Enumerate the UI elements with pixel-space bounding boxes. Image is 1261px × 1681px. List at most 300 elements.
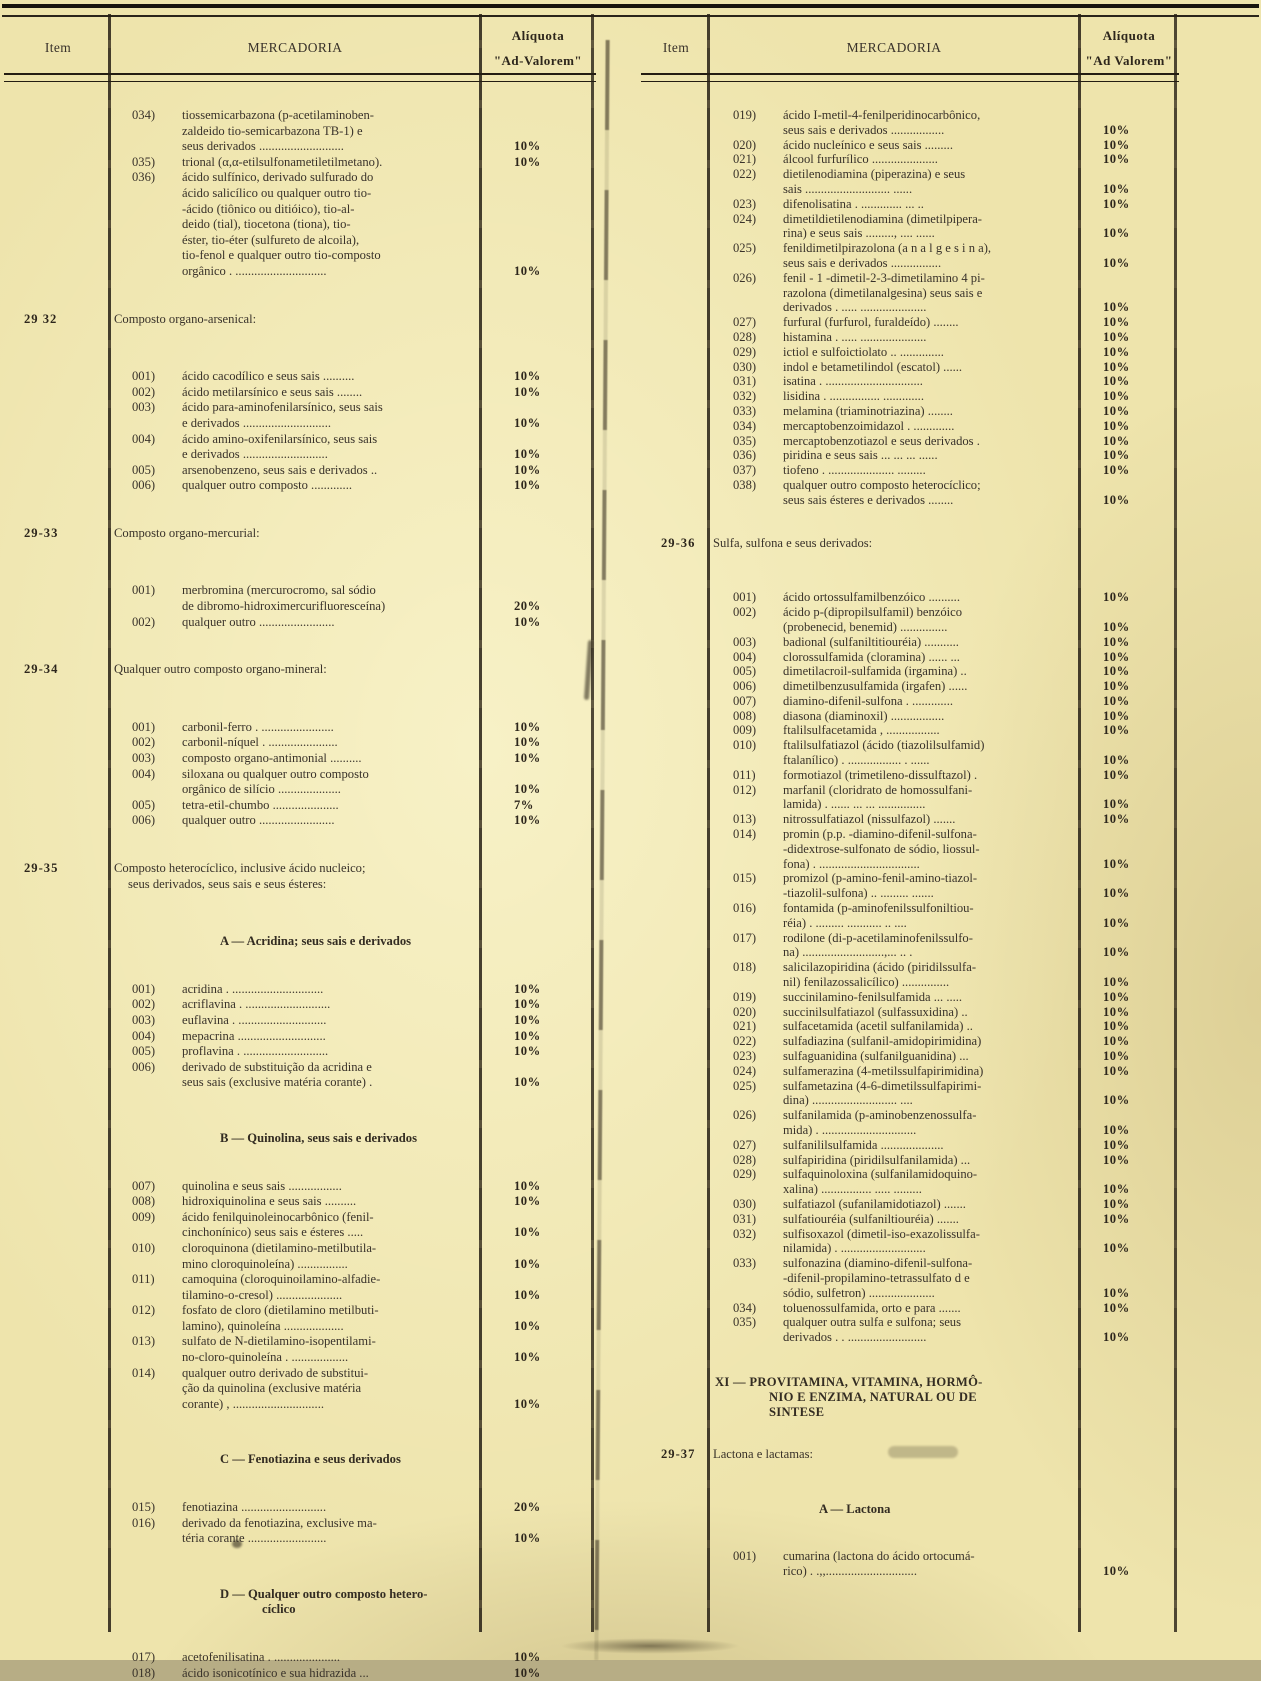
entry-number: 022) bbox=[733, 167, 757, 182]
entry-number: 025) bbox=[733, 1078, 757, 1093]
tariff-entry-row bbox=[645, 650, 1177, 665]
entry-merchandise-cell bbox=[707, 1315, 1081, 1345]
entry-description: carbonil-ferro . ....................... bbox=[182, 719, 334, 734]
entry-number: 013) bbox=[733, 812, 757, 827]
entry-rate: 10% bbox=[514, 735, 541, 750]
entry-rate-cell bbox=[1081, 463, 1177, 478]
item-code-cell bbox=[645, 605, 707, 635]
section-item-code: 29-37 bbox=[661, 1447, 696, 1462]
item-code-cell bbox=[645, 990, 707, 1005]
section-rate-cell bbox=[482, 861, 594, 892]
entry-number: 021) bbox=[733, 152, 757, 167]
item-code-cell bbox=[645, 1167, 707, 1197]
item-code-cell bbox=[8, 1044, 108, 1060]
entry-rate: 10% bbox=[1103, 344, 1130, 359]
entry-merchandise-cell bbox=[108, 463, 482, 479]
entry-rate-cell bbox=[1081, 152, 1177, 167]
entry-rate: 10% bbox=[514, 1044, 541, 1059]
entry-number: 002) bbox=[132, 384, 156, 399]
header-aliquota-line1: Alíquota bbox=[1102, 28, 1156, 43]
entry-rate: 10% bbox=[1103, 463, 1130, 478]
entry-description: fosfato de cloro (dietilamino metilbuti- lamino), quinoleína ................... bbox=[182, 1303, 379, 1333]
tariff-entry-row bbox=[8, 767, 594, 798]
entry-rate-cell bbox=[1081, 419, 1177, 434]
tariff-entry-row bbox=[645, 1005, 1177, 1020]
entry-merchandise-cell bbox=[108, 1179, 482, 1195]
tariff-section-row bbox=[8, 526, 594, 542]
entry-merchandise-cell bbox=[707, 1167, 1081, 1197]
item-code-cell bbox=[645, 871, 707, 901]
entry-rate-cell bbox=[1081, 108, 1177, 138]
entry-description: sulfatiazol (sufanilamidotiazol) ....... bbox=[783, 1196, 966, 1211]
entry-number: 003) bbox=[132, 1012, 156, 1027]
entry-merchandise-cell bbox=[108, 813, 482, 829]
section-heading: Sulfa, sulfona e seus derivados: bbox=[713, 535, 873, 550]
entry-description: sulfametazina (4-6-dimetilssulfapirimi- dina) ........................... .... bbox=[783, 1078, 982, 1108]
entry-number: 002) bbox=[132, 735, 156, 750]
item-code-cell bbox=[645, 389, 707, 404]
right-page-column bbox=[645, 14, 1177, 1632]
entry-rate-cell bbox=[1081, 374, 1177, 389]
entry-rate: 10% bbox=[514, 154, 541, 169]
item-code-cell bbox=[8, 1650, 108, 1666]
tariff-entry-row bbox=[8, 813, 594, 829]
entry-rate-cell bbox=[1081, 138, 1177, 153]
entry-merchandise-cell bbox=[108, 1666, 482, 1681]
item-code-cell bbox=[8, 997, 108, 1013]
entry-rate: 10% bbox=[1103, 1034, 1130, 1049]
item-code-cell bbox=[645, 152, 707, 167]
entry-number: 001) bbox=[733, 590, 757, 605]
entry-number: 032) bbox=[733, 389, 757, 404]
tariff-entry-row bbox=[8, 735, 594, 751]
entry-description: dimetilbenzusulfamida (irgafen) ...... bbox=[783, 679, 968, 694]
entry-rate: 10% bbox=[1103, 634, 1130, 649]
entry-number: 016) bbox=[132, 1515, 156, 1530]
entry-rate: 10% bbox=[514, 1256, 541, 1271]
item-code-cell bbox=[8, 1334, 108, 1365]
entry-rate-cell bbox=[482, 432, 594, 463]
tariff-entry-row bbox=[645, 694, 1177, 709]
entry-description: acridina . ............................. bbox=[182, 981, 324, 996]
entry-rate-cell bbox=[1081, 1256, 1177, 1300]
entry-number: 014) bbox=[132, 1365, 156, 1380]
entry-rate: 10% bbox=[514, 1075, 541, 1090]
entry-number: 029) bbox=[733, 344, 757, 359]
tariff-entry-row bbox=[645, 768, 1177, 783]
entry-rate-cell bbox=[482, 615, 594, 631]
entry-description: arsenobenzeno, seus sais e derivados .. bbox=[182, 462, 378, 477]
tariff-entry-row bbox=[8, 155, 594, 171]
entry-number: 005) bbox=[733, 664, 757, 679]
entry-rate-cell bbox=[482, 583, 594, 614]
tariff-entry-row bbox=[645, 1019, 1177, 1034]
entry-merchandise-cell bbox=[108, 1194, 482, 1210]
entry-merchandise-cell bbox=[707, 404, 1081, 419]
entry-rate: 10% bbox=[514, 139, 541, 154]
entry-rate: 10% bbox=[514, 1194, 541, 1209]
entry-description: sulfadiazina (sulfanil-amidopirimidina) bbox=[783, 1034, 982, 1049]
entry-rate-cell bbox=[482, 767, 594, 798]
entry-rate: 10% bbox=[1103, 403, 1130, 418]
entry-rate: 10% bbox=[1103, 1285, 1130, 1300]
entry-merchandise-cell bbox=[707, 871, 1081, 901]
section-heading: Composto organo-mercurial: bbox=[114, 525, 260, 540]
entry-merchandise-cell bbox=[108, 1334, 482, 1365]
entry-number: 001) bbox=[132, 719, 156, 734]
entry-number: 016) bbox=[733, 901, 757, 916]
entry-number: 031) bbox=[733, 1211, 757, 1226]
entry-rate-cell bbox=[1081, 694, 1177, 709]
entry-merchandise-cell bbox=[707, 478, 1081, 508]
entry-rate: 10% bbox=[1103, 812, 1130, 827]
tariff-entry-row bbox=[645, 990, 1177, 1005]
entry-description: fontamida (p-aminofenilssulfoniltiou- réia) . ......... ........... .. .... bbox=[783, 901, 974, 930]
entry-rate: 10% bbox=[1103, 1063, 1130, 1078]
entry-description: succinilsulfatiazol (sulfassuxidina) .. bbox=[783, 1004, 968, 1019]
entry-rate: 10% bbox=[514, 751, 541, 766]
group-heading: XI — PROVITAMINA, VITAMINA, HORMÔ- NIO E ENZIMA, NATURAL OU DE SINTESE bbox=[715, 1374, 983, 1419]
entry-number: 028) bbox=[733, 329, 757, 344]
entry-number: 001) bbox=[733, 1548, 757, 1563]
entry-number: 034) bbox=[132, 108, 156, 122]
tariff-entry-row bbox=[645, 812, 1177, 827]
tariff-entry-row bbox=[645, 1212, 1177, 1227]
entry-rate-cell bbox=[1081, 1153, 1177, 1168]
entry-number: 027) bbox=[733, 1137, 757, 1152]
item-code-cell bbox=[8, 170, 108, 279]
item-code-cell bbox=[8, 1452, 108, 1468]
item-code-cell bbox=[8, 1241, 108, 1272]
entry-number: 036) bbox=[132, 170, 156, 185]
tariff-entry-row bbox=[8, 1029, 594, 1045]
entry-merchandise-cell bbox=[707, 434, 1081, 449]
item-code-cell bbox=[8, 1272, 108, 1303]
item-code-cell bbox=[8, 615, 108, 631]
item-code-cell bbox=[645, 1108, 707, 1138]
entry-description: furfural (furfurol, furaldeído) ........ bbox=[783, 315, 959, 330]
entry-rate: 10% bbox=[514, 1012, 541, 1027]
entry-description: sulfapiridina (piridilsulfanilamida) ... bbox=[783, 1152, 971, 1167]
entry-rate-cell bbox=[1081, 990, 1177, 1005]
entry-rate-cell bbox=[1081, 345, 1177, 360]
tariff-entry-row bbox=[645, 345, 1177, 360]
tariff-entry-row bbox=[645, 434, 1177, 449]
entry-rate-cell bbox=[482, 1179, 594, 1195]
entry-rate: 20% bbox=[514, 599, 541, 614]
entry-merchandise-cell bbox=[707, 360, 1081, 375]
entry-merchandise-cell bbox=[707, 345, 1081, 360]
tariff-entry-row bbox=[645, 152, 1177, 167]
entry-number: 012) bbox=[733, 782, 757, 797]
tariff-entry-row bbox=[8, 1179, 594, 1195]
left-page-column bbox=[8, 14, 594, 1680]
item-code-cell bbox=[645, 212, 707, 242]
entry-rate: 10% bbox=[1103, 1563, 1130, 1578]
entry-number: 034) bbox=[733, 418, 757, 433]
entry-description: siloxana ou qualquer outro composto orgânico de silício .................... bbox=[182, 766, 369, 797]
item-code-cell bbox=[8, 155, 108, 171]
item-code-cell bbox=[645, 694, 707, 709]
entry-rate-cell bbox=[1081, 197, 1177, 212]
entry-merchandise-cell bbox=[707, 1034, 1081, 1049]
entry-rate-cell bbox=[482, 1666, 594, 1681]
entry-merchandise-cell bbox=[108, 997, 482, 1013]
item-code-cell bbox=[645, 108, 707, 138]
tariff-entry-row bbox=[645, 635, 1177, 650]
item-code-cell bbox=[645, 478, 707, 508]
item-code-cell bbox=[645, 709, 707, 724]
tariff-entry-row bbox=[645, 315, 1177, 330]
item-code-cell bbox=[8, 478, 108, 494]
entry-rate-cell bbox=[1081, 812, 1177, 827]
tariff-entry-row bbox=[645, 419, 1177, 434]
entry-description: sulfamerazina (4-metilssulfapirimidina) bbox=[783, 1063, 984, 1078]
entry-number: 003) bbox=[733, 634, 757, 649]
item-code-cell bbox=[645, 1019, 707, 1034]
entry-number: 002) bbox=[733, 605, 757, 620]
item-code-cell bbox=[8, 1179, 108, 1195]
entry-rate-cell bbox=[1081, 738, 1177, 768]
tariff-entry-row bbox=[8, 583, 594, 614]
entry-number: 011) bbox=[733, 767, 756, 782]
entry-description: derivado da fenotiazina, exclusive ma- téria corante ......................... bbox=[182, 1515, 377, 1546]
entry-number: 003) bbox=[132, 400, 156, 415]
entry-merchandise-cell bbox=[707, 374, 1081, 389]
item-code-cell bbox=[8, 1666, 108, 1681]
entry-rate-cell bbox=[1081, 783, 1177, 813]
item-code-cell bbox=[8, 1516, 108, 1547]
page-center-crease bbox=[594, 40, 609, 1660]
entry-rate-cell bbox=[482, 982, 594, 998]
entry-rate-cell bbox=[482, 813, 594, 829]
tariff-entry-row bbox=[8, 1303, 594, 1334]
entry-merchandise-cell bbox=[108, 1366, 482, 1413]
entry-description: mercaptobenzotiazol e seus derivados . bbox=[783, 433, 980, 448]
subsection-heading-row bbox=[8, 934, 594, 950]
entry-number: 037) bbox=[733, 463, 757, 478]
entry-rate: 10% bbox=[514, 1318, 541, 1333]
item-code-cell bbox=[645, 1301, 707, 1316]
item-code-cell bbox=[8, 767, 108, 798]
subsection-heading: B — Quinolina, seus sais e derivados bbox=[220, 1130, 417, 1145]
tariff-entry-row bbox=[645, 138, 1177, 153]
entry-description: tiossemicarbazona (p-acetilaminoben- zaldeido tio-semicarbazona TB-1) e seus derivados ........................... bbox=[182, 108, 374, 154]
entry-merchandise-cell bbox=[707, 783, 1081, 813]
item-code-cell bbox=[645, 1079, 707, 1109]
entry-rate-cell bbox=[1081, 960, 1177, 990]
entry-rate: 10% bbox=[1103, 649, 1130, 664]
entry-rate-cell bbox=[1081, 1064, 1177, 1079]
tariff-entry-row bbox=[8, 1500, 594, 1516]
tariff-entry-row bbox=[645, 783, 1177, 813]
tariff-entry-row bbox=[8, 1060, 594, 1091]
entry-rate: 10% bbox=[1103, 1330, 1130, 1345]
section-heading: Lactona e lactamas: bbox=[713, 1447, 813, 1462]
entry-rate-cell bbox=[1081, 241, 1177, 271]
entry-description: fenildimetilpirazolona (a n a l g e s i n a), seus sais e derivados ................ bbox=[783, 241, 992, 270]
entry-number: 013) bbox=[132, 1334, 156, 1349]
entry-rate-cell bbox=[482, 1334, 594, 1365]
tariff-entry-row bbox=[645, 664, 1177, 679]
entry-merchandise-cell bbox=[108, 735, 482, 751]
item-code-cell bbox=[8, 1500, 108, 1516]
item-code-cell bbox=[8, 1013, 108, 1029]
entry-rate: 10% bbox=[1103, 1182, 1130, 1197]
entry-rate: 10% bbox=[1103, 664, 1130, 679]
entry-merchandise-cell bbox=[707, 694, 1081, 709]
item-code-cell bbox=[645, 360, 707, 375]
item-code-cell bbox=[645, 1256, 707, 1300]
entry-rate: 10% bbox=[1103, 448, 1130, 463]
tariff-entry-row bbox=[645, 241, 1177, 271]
entry-description: derivado de substituição da acridina e seus sais (exclusive matéria corante) . bbox=[182, 1059, 373, 1090]
entry-rate: 10% bbox=[1103, 915, 1130, 930]
entry-merchandise-cell bbox=[707, 738, 1081, 768]
entry-merchandise-cell bbox=[707, 1549, 1081, 1579]
tariff-entry-row bbox=[645, 463, 1177, 478]
entry-number: 006) bbox=[132, 1059, 156, 1074]
entry-rate: 10% bbox=[514, 1396, 541, 1411]
entry-description: euflavina . ............................ bbox=[182, 1012, 327, 1027]
entry-rate: 10% bbox=[1103, 1049, 1130, 1064]
entry-rate: 10% bbox=[514, 384, 541, 399]
tariff-entry-row bbox=[645, 389, 1177, 404]
tariff-entry-row bbox=[8, 751, 594, 767]
item-code-cell bbox=[645, 197, 707, 212]
entry-rate: 10% bbox=[1103, 856, 1130, 871]
entry-rate: 10% bbox=[1103, 1019, 1130, 1034]
entry-rate: 10% bbox=[1103, 329, 1130, 344]
entry-rate-cell bbox=[1081, 768, 1177, 783]
section-item-code: 29-34 bbox=[24, 662, 59, 677]
column-rule bbox=[479, 14, 482, 1632]
subheading-rate-cell bbox=[482, 934, 594, 950]
entry-description: ictiol e sulfoictiolato .. .............. bbox=[783, 344, 944, 359]
entry-description: ácido para-aminofenilarsínico, seus sais e derivados ............................ bbox=[182, 400, 383, 430]
entry-rate: 10% bbox=[1103, 708, 1130, 723]
entry-rate-cell bbox=[482, 1650, 594, 1666]
entry-description: promin (p.p. -diamino-difenil-sulfona- -didextrose-sulfonato de sódio, liossul- fona) . ................................ bbox=[783, 827, 980, 871]
entry-description: sulfacetamida (acetil sulfanilamida) .. bbox=[783, 1019, 973, 1034]
entry-merchandise-cell bbox=[707, 1049, 1081, 1064]
tariff-entry-row bbox=[645, 197, 1177, 212]
item-code-cell bbox=[8, 1303, 108, 1334]
tariff-section-row bbox=[8, 861, 594, 892]
item-code-cell bbox=[8, 400, 108, 431]
entry-rate-cell bbox=[1081, 315, 1177, 330]
entry-number: 034) bbox=[733, 1300, 757, 1315]
tariff-entry-row bbox=[645, 723, 1177, 738]
subheading-rate-cell bbox=[482, 1452, 594, 1468]
entry-number: 026) bbox=[733, 1108, 757, 1123]
entry-rate-cell bbox=[1081, 404, 1177, 419]
item-code-cell bbox=[645, 783, 707, 813]
entry-merchandise-cell bbox=[108, 1500, 482, 1516]
entry-merchandise-cell bbox=[707, 1227, 1081, 1257]
entry-merchandise-cell bbox=[707, 723, 1081, 738]
entry-number: 036) bbox=[733, 448, 757, 463]
tariff-entry-row bbox=[645, 901, 1177, 931]
tariff-entry-row bbox=[8, 1044, 594, 1060]
entry-number: 024) bbox=[733, 1063, 757, 1078]
subsection-heading: A — Lactona bbox=[819, 1502, 891, 1517]
tariff-entry-row bbox=[8, 997, 594, 1013]
entry-rate: 10% bbox=[1103, 1137, 1130, 1152]
entry-merchandise-cell bbox=[707, 419, 1081, 434]
entry-rate: 10% bbox=[1103, 492, 1130, 507]
entry-rate-cell bbox=[482, 1029, 594, 1045]
tariff-entry-row bbox=[8, 798, 594, 814]
item-code-cell bbox=[645, 664, 707, 679]
column-rule bbox=[108, 14, 111, 1632]
entry-number: 005) bbox=[132, 797, 156, 812]
tariff-entry-row bbox=[8, 369, 594, 385]
subsection-heading: C — Fenotiazina e seus derivados bbox=[220, 1452, 401, 1467]
entry-merchandise-cell bbox=[707, 827, 1081, 871]
entry-number: 032) bbox=[733, 1226, 757, 1241]
item-code-cell bbox=[645, 1138, 707, 1153]
entry-merchandise-cell bbox=[108, 1241, 482, 1272]
entry-description: ftalilsulfatiazol (ácido (tiazolilsulfamid) ftalanílico) . ................. . ...... bbox=[783, 738, 985, 768]
entry-merchandise-cell bbox=[707, 448, 1081, 463]
entry-rate: 10% bbox=[1103, 226, 1130, 241]
entry-rate: 10% bbox=[514, 1665, 541, 1680]
tariff-entry-row bbox=[645, 605, 1177, 635]
tariff-entry-row bbox=[645, 1227, 1177, 1257]
entry-rate: 10% bbox=[514, 415, 541, 430]
item-code-cell bbox=[645, 1212, 707, 1227]
entry-number: 027) bbox=[733, 315, 757, 330]
entry-rate: 10% bbox=[1103, 315, 1130, 330]
entry-merchandise-cell bbox=[108, 155, 482, 171]
item-code-cell bbox=[645, 1315, 707, 1345]
entry-number: 006) bbox=[132, 813, 156, 828]
entry-rate: 10% bbox=[1103, 797, 1130, 812]
header-aliquota bbox=[1081, 27, 1177, 69]
entry-description: promizol (p-amino-fenil-amino-tiazol- -tiazolil-sulfona) .. ......... ....... bbox=[783, 871, 978, 901]
entry-description: salicilazopiridina (ácido (piridilssulfa- nil) fenilazossalicílico) ............... bbox=[783, 960, 977, 990]
header-mercadoria: MERCADORIA bbox=[247, 40, 343, 55]
entry-merchandise-cell bbox=[108, 1013, 482, 1029]
entry-description: tiofeno . ..................... ......... bbox=[783, 463, 926, 478]
entry-rate-cell bbox=[1081, 1034, 1177, 1049]
entry-description: sulfisoxazol (dimetil-iso-exazolissulfa- nilamida) . ........................... bbox=[783, 1226, 980, 1256]
item-code-cell bbox=[8, 982, 108, 998]
entry-rate-cell bbox=[1081, 1049, 1177, 1064]
entry-merchandise-cell bbox=[108, 1650, 482, 1666]
tariff-entry-row bbox=[8, 108, 594, 155]
item-code-cell bbox=[8, 463, 108, 479]
tariff-entry-row bbox=[8, 432, 594, 463]
entry-description: qualquer outro derivado de substitui- ção da quinolina (exclusive matéria corante) , ............................. bbox=[182, 1365, 369, 1411]
entry-description: toluenossulfamida, orto e para ....... bbox=[783, 1300, 961, 1315]
subsection-heading: A — Acridina; seus sais e derivados bbox=[220, 934, 412, 949]
entry-number: 023) bbox=[733, 1049, 757, 1064]
entry-merchandise-cell bbox=[707, 679, 1081, 694]
entry-rate: 10% bbox=[1103, 122, 1130, 137]
entry-description: sulfanililsulfamida .................... bbox=[783, 1137, 944, 1152]
entry-rate: 10% bbox=[514, 1287, 541, 1302]
entry-description: sulfaquinoloxina (sulfanilamidoquino- xalina) ................ ..... ......... bbox=[783, 1167, 978, 1197]
item-code-cell bbox=[645, 345, 707, 360]
entry-description: composto organo-antimonial .......... bbox=[182, 751, 362, 766]
entry-rate-cell bbox=[1081, 1212, 1177, 1227]
item-code-cell bbox=[645, 330, 707, 345]
section-rate-cell bbox=[1081, 1447, 1177, 1462]
entry-number: 003) bbox=[132, 751, 156, 766]
section-heading: Composto organo-arsenical: bbox=[114, 311, 257, 326]
